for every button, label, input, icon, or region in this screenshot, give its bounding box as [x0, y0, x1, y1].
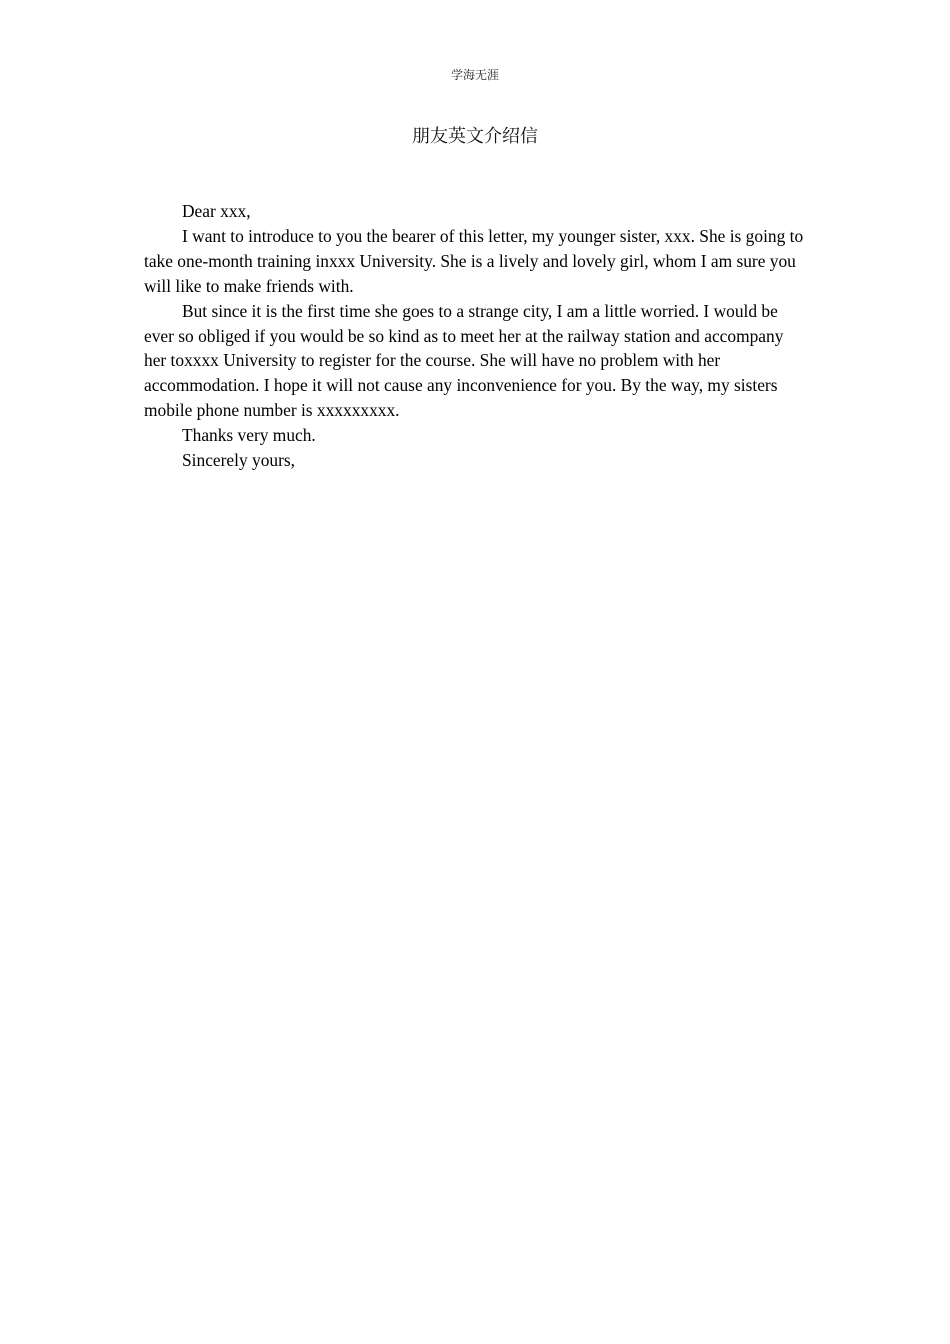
document-title: 朋友英文介绍信 — [412, 126, 538, 146]
paragraph-thanks: Thanks very much. — [182, 425, 316, 446]
paragraph-introduction: I want to introduce to you the bearer of this letter, my younger sister, xxx. She is going to take one-month training inxxx University. She is a lively and lovely girl, whom I am sure you will like to make friends with. — [144, 225, 804, 296]
paragraph-request: But since it is the first time she goes to a strange city, I am a little worried. I would be ever so obliged if you would be so kind as to meet her at the railway station and accompany her toxxxx University to register for the course. She will have no problem with her accommodation. I hope it will not cause any inconvenience for you. By the way, my sisters mobile phone number is xxxxxxxxx. — [144, 300, 784, 421]
letter-body — [144, 199, 806, 473]
page-header: 学海无涯 — [450, 68, 499, 82]
closing: Sincerely yours, — [182, 450, 296, 471]
salutation: Dear xxx, — [182, 201, 251, 221]
